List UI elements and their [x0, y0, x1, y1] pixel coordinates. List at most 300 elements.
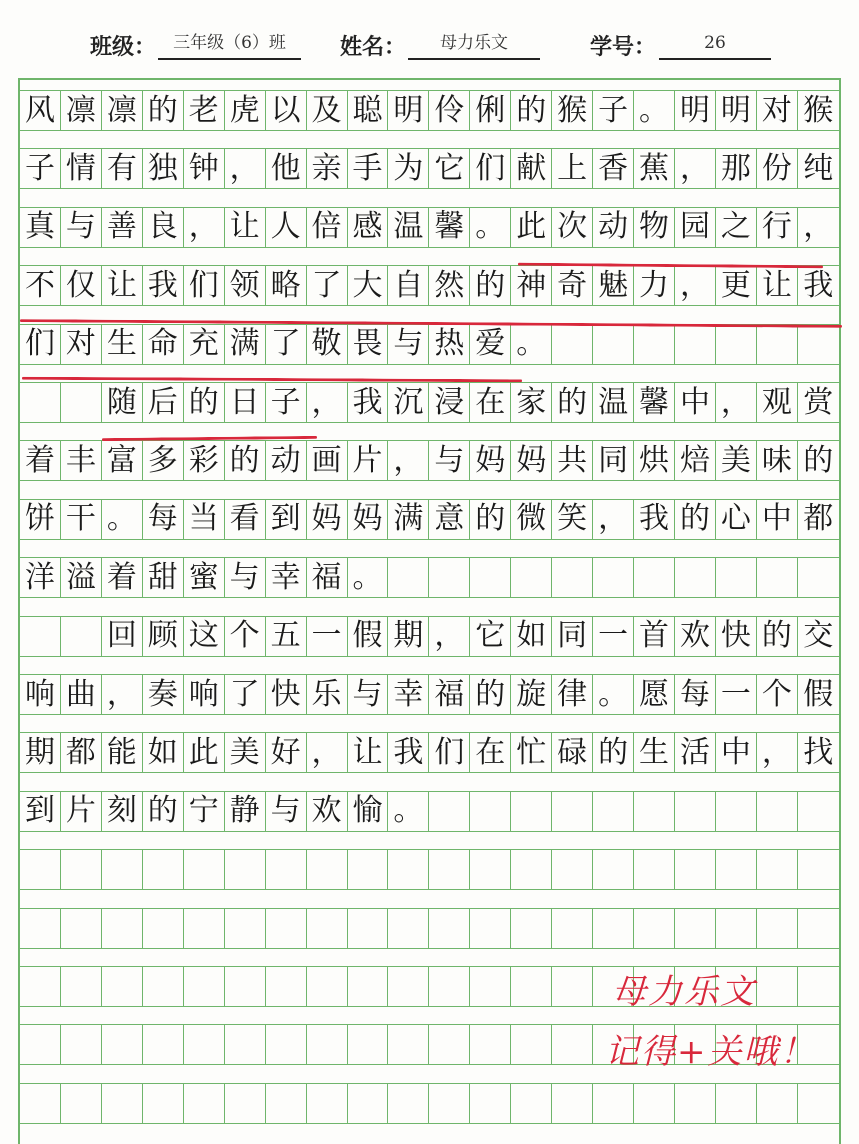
grid-cell: 。 — [470, 208, 511, 247]
grid-cell — [757, 325, 798, 364]
grid-cell: 回 — [102, 617, 143, 656]
grid-cell — [470, 850, 511, 889]
grid-cell: 它 — [470, 617, 511, 656]
grid-cell: 与 — [266, 792, 307, 831]
grid-cell — [716, 325, 757, 364]
grid-cell: 敬 — [307, 325, 348, 364]
grid-cell: 生 — [102, 325, 143, 364]
grid-cell: 味 — [757, 441, 798, 480]
grid-cell: 着 — [102, 558, 143, 597]
grid-cell: 幸 — [266, 558, 307, 597]
grid-cell: 假 — [348, 617, 389, 656]
grid-row — [20, 440, 839, 481]
grid-row — [20, 732, 839, 773]
grid-cell — [552, 792, 593, 831]
class-label: 班级： — [90, 35, 157, 60]
grid-cell — [552, 1025, 593, 1064]
grid-cell — [798, 909, 839, 948]
grid-cell: 旋 — [511, 675, 552, 714]
grid-cell: 让 — [348, 733, 389, 772]
grid-cell — [798, 1084, 839, 1123]
grid-cell: 这 — [184, 617, 225, 656]
grid-cell — [429, 792, 470, 831]
grid-cell: 浸 — [429, 383, 470, 422]
grid-cell: 片 — [348, 441, 389, 480]
grid-cell — [798, 792, 839, 831]
grid-cell — [388, 1084, 429, 1123]
grid-cell — [552, 325, 593, 364]
grid-cell: 了 — [266, 325, 307, 364]
grid-cell: 看 — [225, 500, 266, 539]
grid-row — [20, 324, 839, 365]
grid-cell — [61, 1025, 102, 1064]
worksheet-header — [0, 0, 859, 78]
grid-cell: 倍 — [307, 208, 348, 247]
grid-cell: 愉 — [348, 792, 389, 831]
grid-cell — [798, 558, 839, 597]
grid-cell: 片 — [61, 792, 102, 831]
grid-cell: 的 — [803, 442, 834, 478]
grid-cell — [634, 792, 675, 831]
grid-cell — [757, 850, 798, 889]
grid-cell: ， — [757, 733, 798, 772]
grid-cell: 到 — [20, 792, 61, 831]
grid-cell — [266, 1084, 307, 1123]
grid-cell: 略 — [266, 266, 307, 305]
grid-cell: 的 — [470, 266, 511, 305]
grid-cell: 情 — [61, 149, 102, 188]
grid-cell — [266, 1025, 307, 1064]
grid-cell: 馨 — [429, 208, 470, 247]
grid-cell: 多 — [143, 441, 184, 480]
grid-cell: 园 — [675, 208, 716, 247]
grid-cell — [593, 792, 634, 831]
grid-cell: 在 — [470, 383, 511, 422]
grid-cell: 顾 — [143, 617, 184, 656]
grid-cell — [143, 1025, 184, 1064]
grid-cell — [388, 558, 429, 597]
grid-cell: 期 — [20, 733, 61, 772]
grid-cell: 着 — [20, 441, 61, 480]
grid-cell: 假 — [803, 676, 834, 712]
grid-cell — [20, 850, 61, 889]
grid-cell: 馨 — [634, 383, 675, 422]
grid-cell: 。 — [348, 558, 389, 597]
grid-cell: 们 — [429, 733, 470, 772]
grid-cell: 此 — [511, 208, 552, 247]
grid-cell — [593, 325, 634, 364]
grid-cell: 饼 — [20, 500, 61, 539]
grid-cell: 的 — [593, 733, 634, 772]
grid-cell — [225, 967, 266, 1006]
grid-cell — [429, 1025, 470, 1064]
grid-cell: 感 — [348, 208, 389, 247]
grid-cell: 的 — [225, 441, 266, 480]
grid-cell — [552, 850, 593, 889]
grid-cell — [143, 1084, 184, 1123]
grid-cell — [757, 1084, 798, 1123]
grid-cell — [675, 792, 716, 831]
grid-cell — [634, 1084, 675, 1123]
grid-cell: 律 — [552, 675, 593, 714]
grid-cell: 我 — [388, 733, 429, 772]
grid-cell: 明 — [388, 91, 429, 130]
grid-cell: 刻 — [102, 792, 143, 831]
grid-cell — [675, 909, 716, 948]
grid-cell: 神 — [511, 266, 552, 305]
grid-cell: 一 — [716, 675, 757, 714]
grid-cell: 当 — [184, 500, 225, 539]
grid-cell — [429, 1084, 470, 1123]
grid-cell: 同 — [552, 617, 593, 656]
grid-cell: 快 — [716, 617, 757, 656]
grid-cell: 家 — [511, 383, 552, 422]
grid-cell: 奏 — [143, 675, 184, 714]
grid-cell: 碌 — [552, 733, 593, 772]
grid-cell: 幸 — [388, 675, 429, 714]
grid-cell — [102, 1084, 143, 1123]
grid-cell: 妈 — [348, 500, 389, 539]
grid-cell: 静 — [225, 792, 266, 831]
grid-cell — [388, 850, 429, 889]
grid-cell: 一 — [307, 617, 348, 656]
grid-cell: 交 — [803, 618, 834, 654]
grid-cell — [593, 558, 634, 597]
grid-cell: 中 — [675, 383, 716, 422]
grid-row — [20, 382, 839, 423]
grid-cell: 响 — [20, 675, 61, 714]
grid-cell: 温 — [593, 383, 634, 422]
grid-cell: 快 — [266, 675, 307, 714]
grid-cell: 猴 — [552, 91, 593, 130]
grid-cell: 真 — [20, 208, 61, 247]
grid-cell: 满 — [388, 500, 429, 539]
grid-cell: 凛 — [61, 91, 102, 130]
grid-cell: 及 — [307, 91, 348, 130]
grid-cell — [470, 792, 511, 831]
grid-cell: 钟 — [184, 149, 225, 188]
grid-cell: 期 — [388, 617, 429, 656]
grid-cell: 子 — [20, 149, 61, 188]
grid-cell — [470, 967, 511, 1006]
grid-cell — [511, 792, 552, 831]
grid-cell: 了 — [225, 675, 266, 714]
grid-cell: 好 — [266, 733, 307, 772]
grid-row — [20, 674, 839, 715]
grid-cell: 奇 — [552, 266, 593, 305]
grid-cell: 五 — [266, 617, 307, 656]
grid-cell — [552, 909, 593, 948]
grid-cell: 美 — [225, 733, 266, 772]
grid-cell: 干 — [61, 500, 102, 539]
grid-cell: ， — [675, 149, 716, 188]
grid-cell: 烘 — [634, 441, 675, 480]
grid-cell: 随 — [102, 383, 143, 422]
grid-cell — [61, 383, 102, 422]
grid-cell — [634, 850, 675, 889]
grid-cell: 。 — [102, 500, 143, 539]
grid-cell — [634, 325, 675, 364]
grid-cell: 俐 — [470, 91, 511, 130]
grid-cell: 我 — [348, 383, 389, 422]
grid-cell — [511, 1084, 552, 1123]
grid-cell — [61, 850, 102, 889]
grid-cell: 大 — [348, 266, 389, 305]
grid-cell: 。 — [634, 91, 675, 130]
grid-cell — [102, 967, 143, 1006]
grid-cell — [307, 909, 348, 948]
grid-cell: 。 — [593, 675, 634, 714]
grid-cell — [307, 1025, 348, 1064]
grid-cell — [388, 967, 429, 1006]
grid-cell — [470, 558, 511, 597]
grid-cell: 都 — [803, 501, 834, 537]
grid-cell — [266, 850, 307, 889]
grid-cell — [348, 909, 389, 948]
grid-cell — [757, 558, 798, 597]
grid-cell: 找 — [803, 734, 834, 770]
grid-cell: 的 — [552, 383, 593, 422]
grid-cell — [348, 1025, 389, 1064]
grid-cell: 仅 — [61, 266, 102, 305]
grid-cell: 伶 — [429, 91, 470, 130]
grid-row — [20, 849, 839, 890]
grid-cell — [348, 967, 389, 1006]
grid-cell: 行 — [757, 208, 798, 247]
grid-cell — [511, 558, 552, 597]
grid-cell: 生 — [634, 733, 675, 772]
grid-cell — [102, 1025, 143, 1064]
grid-cell — [716, 558, 757, 597]
grid-cell: 善 — [102, 208, 143, 247]
grid-cell: 甜 — [143, 558, 184, 597]
grid-cell: 赏 — [803, 384, 834, 420]
grid-cell: 如 — [143, 733, 184, 772]
grid-cell: 们 — [470, 149, 511, 188]
grid-cell — [675, 850, 716, 889]
grid-cell: 它 — [429, 149, 470, 188]
grid-cell — [552, 1084, 593, 1123]
grid-cell: 爱 — [470, 325, 511, 364]
grid-cell: 亲 — [307, 149, 348, 188]
grid-cell: 聪 — [348, 91, 389, 130]
grid-cell: 对 — [757, 91, 798, 130]
grid-cell — [429, 558, 470, 597]
grid-cell: 心 — [716, 500, 757, 539]
grid-cell — [225, 909, 266, 948]
grid-cell: 的 — [143, 91, 184, 130]
grid-cell: 与 — [225, 558, 266, 597]
grid-cell: 洋 — [20, 558, 61, 597]
grid-cell: 中 — [716, 733, 757, 772]
grid-cell — [429, 850, 470, 889]
grid-cell: 子 — [593, 91, 634, 130]
grid-cell — [184, 1084, 225, 1123]
grid-cell — [143, 967, 184, 1006]
id-value: 26 — [659, 30, 771, 60]
grid-cell: 都 — [61, 733, 102, 772]
grid-cell: 观 — [757, 383, 798, 422]
grid-cell — [470, 1025, 511, 1064]
grid-cell — [307, 1084, 348, 1123]
signature-note: 记得+关哦！ — [605, 1032, 816, 1072]
grid-cell: 蜜 — [184, 558, 225, 597]
grid-cell: ， — [307, 733, 348, 772]
grid-cell: 忙 — [511, 733, 552, 772]
grid-cell: 此 — [184, 733, 225, 772]
grid-cell: 子 — [266, 383, 307, 422]
grid-cell: 每 — [675, 675, 716, 714]
grid-cell: 我 — [803, 267, 834, 303]
grid-cell — [20, 617, 61, 656]
grid-cell: 了 — [307, 266, 348, 305]
grid-cell: 到 — [266, 500, 307, 539]
grid-cell: 响 — [184, 675, 225, 714]
grid-cell: 中 — [757, 500, 798, 539]
grid-cell — [798, 967, 839, 1006]
grid-cell — [716, 1084, 757, 1123]
grid-cell: 与 — [429, 441, 470, 480]
grid-cell — [102, 850, 143, 889]
grid-cell: ， — [803, 209, 834, 245]
grid-cell: 有 — [102, 149, 143, 188]
grid-cell: 欢 — [307, 792, 348, 831]
grid-cell: 的 — [470, 500, 511, 539]
grid-cell: 后 — [143, 383, 184, 422]
grid-cell: 的 — [184, 383, 225, 422]
grid-cell: 动 — [266, 441, 307, 480]
grid-cell — [61, 967, 102, 1006]
grid-row — [20, 148, 839, 189]
grid-row — [20, 616, 839, 657]
grid-cell — [429, 967, 470, 1006]
grid-cell: 力 — [634, 266, 675, 305]
name-label: 姓名： — [340, 35, 407, 60]
grid-cell: 宁 — [184, 792, 225, 831]
grid-cell: 良 — [143, 208, 184, 247]
grid-cell: 领 — [225, 266, 266, 305]
grid-cell: 能 — [102, 733, 143, 772]
grid-cell: 美 — [716, 441, 757, 480]
grid-cell: 活 — [675, 733, 716, 772]
grid-cell — [757, 909, 798, 948]
grid-cell — [348, 1084, 389, 1123]
grid-cell: 老 — [184, 91, 225, 130]
grid-cell — [634, 558, 675, 597]
grid-cell: 溢 — [61, 558, 102, 597]
grid-cell — [20, 383, 61, 422]
grid-row — [20, 90, 839, 131]
grid-cell: 与 — [388, 325, 429, 364]
grid-row — [20, 265, 839, 306]
grid-cell: 乐 — [307, 675, 348, 714]
grid-cell: 的 — [757, 617, 798, 656]
grid-cell: 那 — [716, 149, 757, 188]
grid-cell: 的 — [511, 91, 552, 130]
grid-cell: 曲 — [61, 675, 102, 714]
grid-row — [20, 207, 839, 248]
grid-cell — [184, 1025, 225, 1064]
grid-cell — [20, 1084, 61, 1123]
grid-cell — [61, 909, 102, 948]
grid-cell — [143, 909, 184, 948]
grid-cell — [470, 1084, 511, 1123]
grid-cell: 自 — [388, 266, 429, 305]
grid-cell — [20, 909, 61, 948]
grid-cell — [184, 909, 225, 948]
grid-cell — [225, 1025, 266, 1064]
grid-cell — [757, 792, 798, 831]
grid-cell — [388, 909, 429, 948]
grid-cell: 共 — [552, 441, 593, 480]
grid-cell: ， — [593, 500, 634, 539]
grid-cell: 让 — [757, 266, 798, 305]
grid-cell: 愿 — [634, 675, 675, 714]
grid-cell: 让 — [102, 266, 143, 305]
grid-cell: 香 — [593, 149, 634, 188]
name-value: 母力乐文 — [408, 30, 540, 60]
grid-row — [20, 499, 839, 540]
grid-cell: 独 — [143, 149, 184, 188]
grid-cell: 与 — [348, 675, 389, 714]
grid-cell: 欢 — [675, 617, 716, 656]
grid-cell: 热 — [429, 325, 470, 364]
grid-cell — [593, 850, 634, 889]
grid-cell: ， — [102, 675, 143, 714]
grid-cell: 个 — [225, 617, 266, 656]
grid-cell: 与 — [61, 208, 102, 247]
grid-cell: 次 — [552, 208, 593, 247]
grid-cell: 以 — [266, 91, 307, 130]
grid-cell: 同 — [593, 441, 634, 480]
grid-row — [20, 791, 839, 832]
grid-cell — [552, 967, 593, 1006]
grid-cell: 个 — [757, 675, 798, 714]
grid-cell — [61, 617, 102, 656]
grid-cell: 们 — [20, 325, 61, 364]
grid-cell: 意 — [429, 500, 470, 539]
grid-cell: 的 — [675, 500, 716, 539]
grid-cell — [757, 967, 798, 1006]
grid-cell: 彩 — [184, 441, 225, 480]
grid-cell — [511, 850, 552, 889]
grid-cell: 。 — [511, 325, 552, 364]
grid-cell — [225, 1084, 266, 1123]
grid-cell: 满 — [225, 325, 266, 364]
grid-cell: 们 — [184, 266, 225, 305]
grid-cell: 的 — [143, 792, 184, 831]
grid-cell: 福 — [307, 558, 348, 597]
grid-cell: 份 — [757, 149, 798, 188]
grid-cell — [798, 325, 839, 364]
grid-cell — [716, 792, 757, 831]
grid-cell: 一 — [593, 617, 634, 656]
grid-cell: 妈 — [511, 441, 552, 480]
grid-cell: 妈 — [470, 441, 511, 480]
grid-cell — [675, 325, 716, 364]
grid-cell: 动 — [593, 208, 634, 247]
grid-cell: 丰 — [61, 441, 102, 480]
grid-cell — [307, 850, 348, 889]
grid-cell: 充 — [184, 325, 225, 364]
grid-cell: 对 — [61, 325, 102, 364]
grid-cell — [798, 850, 839, 889]
grid-cell — [184, 967, 225, 1006]
grid-cell: 畏 — [348, 325, 389, 364]
grid-cell: 微 — [511, 500, 552, 539]
grid-cell: 画 — [307, 441, 348, 480]
grid-cell — [511, 909, 552, 948]
